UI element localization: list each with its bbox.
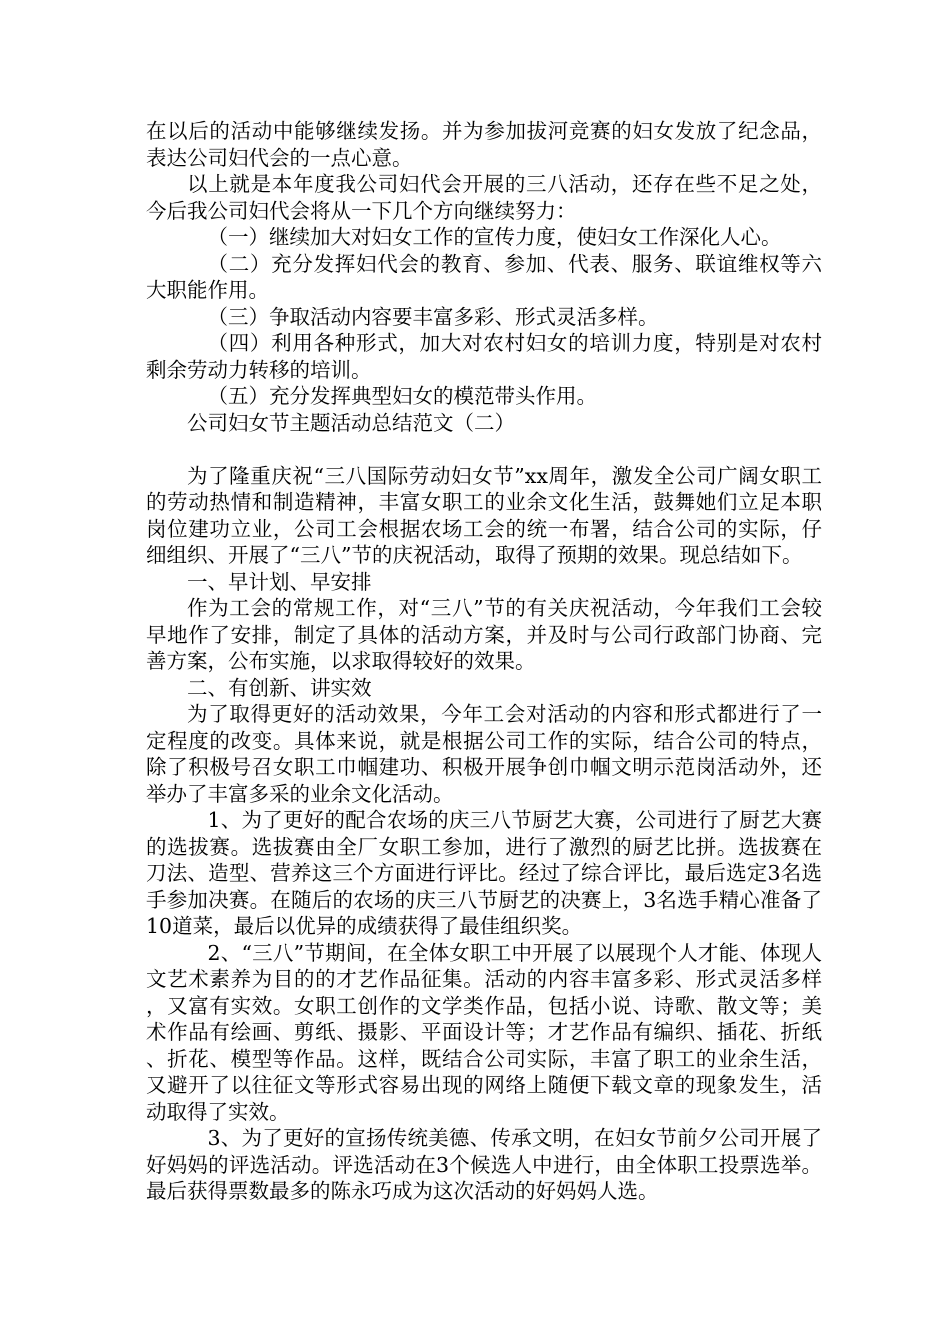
document-page [146, 118, 822, 1205]
blank-line [146, 436, 822, 463]
paragraph-item-3: 3、为了更好的宣扬传统美德、传承文明，在妇女节前夕公司开展了好妈妈的评选活动。评选活动在3个候选人中进行，由全体职工投票选举。最后获得票数最多的陈永巧成为这次活动的好妈妈人选。 [146, 1126, 822, 1203]
paragraph-continuation: 在以后的活动中能够继续发扬。并为参加拔河竞赛的妇女发放了纪念品，表达公司妇代会的一点心意。 [146, 119, 822, 170]
section-title: 公司妇女节主题活动总结范文（二） [187, 410, 515, 435]
paragraph-summary-intro: 以上就是本年度我公司妇代会开展的三八活动，还存在些不足之处，今后我公司妇代会将从一下几个方向继续努力： [146, 172, 822, 223]
heading-plan: 一、早计划、早安排 [187, 569, 372, 594]
list-item-1: （一）继续加大对妇女工作的宣传力度，使妇女工作深化人心。 [207, 225, 782, 249]
list-item-3: （三）争取活动内容要丰富多彩、形式灵活多样。 [207, 304, 659, 329]
paragraph-item-1: 1、为了更好的配合农场的庆三八节厨艺大赛，公司进行了厨艺大赛的选拔赛。选拔赛由全厂女职工参加，进行了激烈的厨艺比拼。选拔赛在刀法、造型、营养这三个方面进行评比。经过了综合评比，最后选定3名选手参加决赛。在随后的农场的庆三八节厨艺的决赛上，3名选手精心准备了10道菜，最后以优异的成绩获得了最佳组织奖。 [146, 808, 822, 938]
list-item-2: （二）充分发挥妇代会的教育、参加、代表、服务、联谊维权等六大职能作用。 [146, 251, 822, 302]
list-item-4: （四）利用各种形式，加大对农村妇女的培训力度，特别是对农村剩余劳动力转移的培训。 [146, 331, 822, 382]
paragraph-intro: 为了隆重庆祝“三八国际劳动妇女节”xx周年，激发全公司广阔女职工的劳动热情和制造精神，丰富女职工的业余文化生活，鼓舞她们立足本职岗位建功立业，公司工会根据农场工会的统一布署，结合公司的实际，仔细组织、开展了“三八”节的庆祝活动，取得了预期的效果。现总结如下。 [146, 463, 822, 567]
paragraph-plan: 作为工会的常规工作，对“三八”节的有关庆祝活动，今年我们工会较早地作了安排，制定了具体的活动方案，并及时与公司行政部门协商、完善方案，公布实施，以求取得较好的效果。 [146, 596, 822, 673]
list-item-5: （五）充分发挥典型妇女的模范带头作用。 [207, 384, 597, 408]
heading-innovation: 二、有创新、讲实效 [187, 675, 372, 700]
paragraph-item-2: 2、“三八”节期间，在全体女职工中开展了以展现个人才能、体现人文艺术素养为目的的才艺作品征集。活动的内容丰富多彩、形式灵活多样，又富有实效。女职工创作的文学类作品，包括小说、诗歌、散文等；美术作品有绘画、剪纸、摄影、平面设计等；才艺作品有编织、插花、折纸、折花、模型等作品。这样，既结合公司实际，丰富了职工的业余生活，又避开了以往征文等形式容易出现的网络上随便下载文章的现象发生，活动取得了实效。 [146, 940, 822, 1124]
paragraph-innovation: 为了取得更好的活动效果，今年工会对活动的内容和形式都进行了一定程度的改变。具体来说，就是根据公司工作的实际，结合公司的特点，除了积极号召女职工巾帼建功、积极开展争创巾帼文明示范岗活动外，还举办了丰富多采的业余文化活动。 [146, 702, 822, 806]
